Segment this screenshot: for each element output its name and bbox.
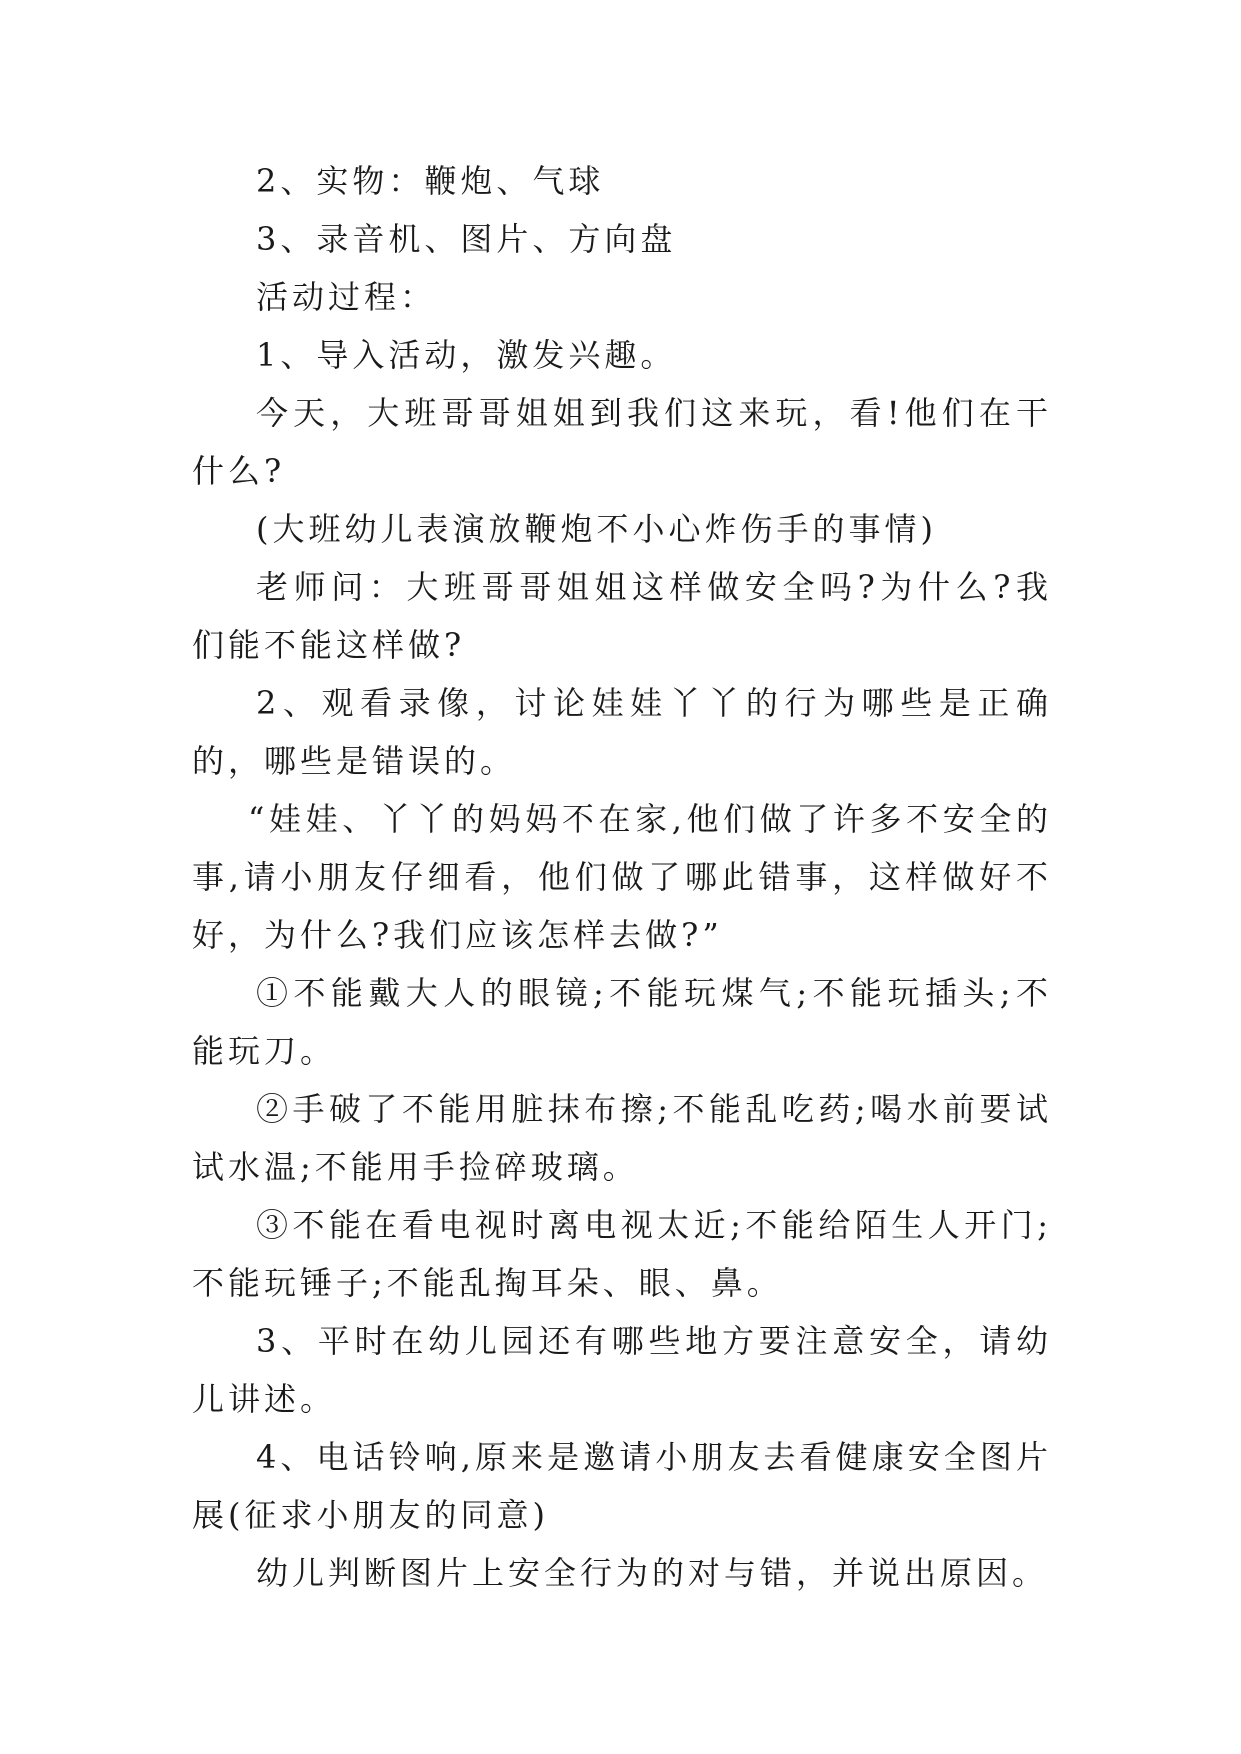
paragraph: 4、电话铃响,原来是邀请小朋友去看健康安全图片展(征求小朋友的同意) <box>192 1438 1052 1534</box>
paragraph: (大班幼儿表演放鞭炮不小心炸伤手的事情) <box>256 510 937 548</box>
paragraph: 3、平时在幼儿园还有哪些地方要注意安全，请幼儿讲述。 <box>192 1322 1052 1418</box>
paragraph: 2、实物：鞭炮、气球 <box>256 162 605 200</box>
section-heading: 活动过程： <box>256 278 437 316</box>
quote-paragraph: “娃娃、丫丫的妈妈不在家,他们做了许多不安全的事,请小朋友仔细看，他们做了哪此错事，这样做好不好，为什么?我们应该怎样去做?” <box>192 800 1052 954</box>
document-body <box>192 152 1052 1602</box>
paragraph: 今天，大班哥哥姐姐到我们这来玩，看!他们在干什么? <box>192 394 1052 490</box>
paragraph: 幼儿判断图片上安全行为的对与错，并说出原因。 <box>256 1554 1049 1592</box>
paragraph: 1、导入活动，激发兴趣。 <box>256 336 677 374</box>
paragraph: 2、观看录像，讨论娃娃丫丫的行为哪些是正确的，哪些是错误的。 <box>192 684 1052 780</box>
paragraph: 3、录音机、图片、方向盘 <box>256 220 677 258</box>
list-item: ①不能戴大人的眼镜;不能玩煤气;不能玩插头;不能玩刀。 <box>192 974 1052 1070</box>
list-item: ②手破了不能用脏抹布擦;不能乱吃药;喝水前要试试水温;不能用手捡碎玻璃。 <box>192 1090 1052 1186</box>
list-item: ③不能在看电视时离电视太近;不能给陌生人开门;不能玩锤子;不能乱掏耳朵、眼、鼻。 <box>192 1206 1052 1302</box>
paragraph: 老师问：大班哥哥姐姐这样做安全吗?为什么?我们能不能这样做? <box>192 568 1052 664</box>
